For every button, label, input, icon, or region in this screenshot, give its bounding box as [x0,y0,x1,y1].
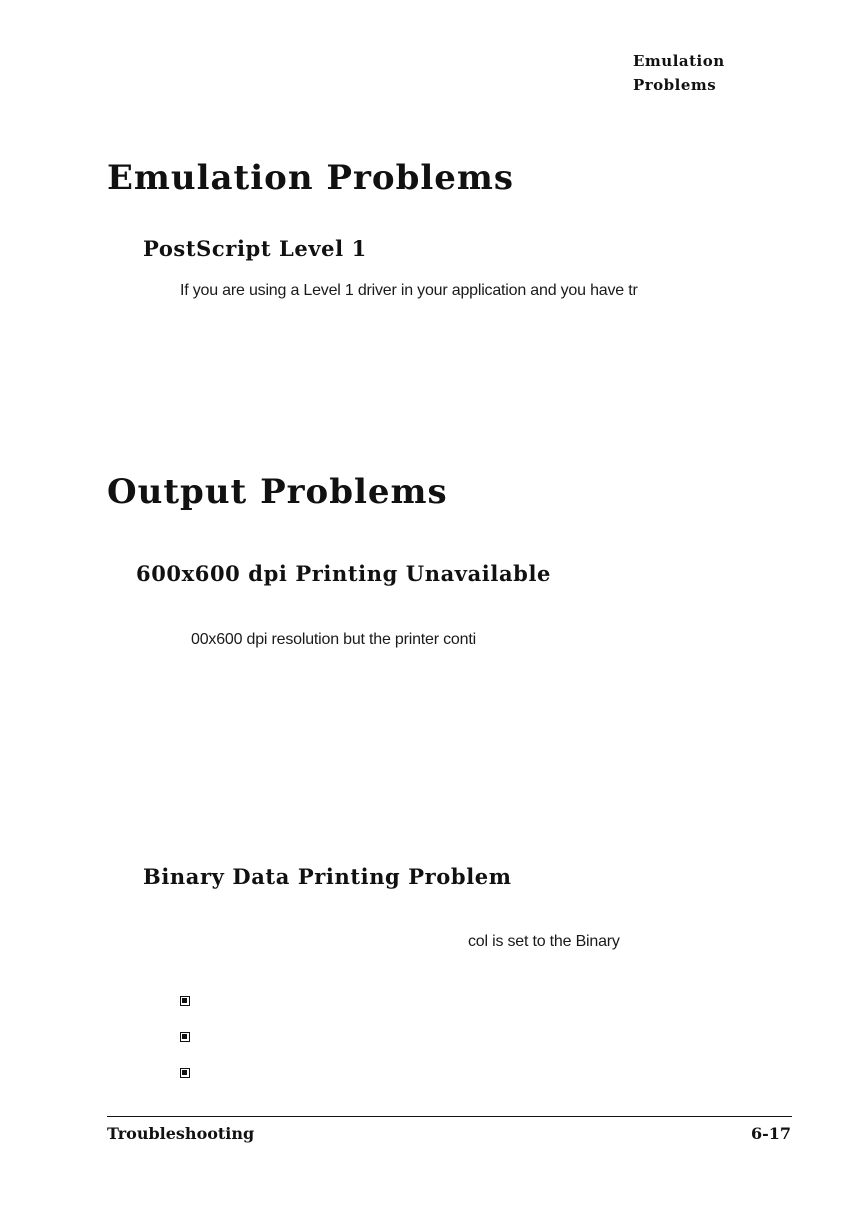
section-title-emulation-problems: Emulation Problems [107,158,515,198]
footer-chapter-title: Troubleshooting [107,1124,255,1143]
footer-rule [107,1116,792,1117]
binary-data-paragraph: col is set to the Binary [468,933,620,950]
postscript-level-1-paragraph: If you are using a Level 1 driver in your application and you have tr [180,282,638,299]
section-title-output-problems: Output Problems [107,472,448,512]
bullet-square-icon [180,1068,190,1078]
running-header-line-2: Problems [633,76,717,94]
footer-page-number: 6-17 [750,1124,791,1143]
bullet-square-icon [180,996,190,1006]
bullet-square-icon [180,1032,190,1042]
600x600-dpi-paragraph: 00x600 dpi resolution but the printer conti [191,631,476,648]
running-header-line-1: Emulation [633,52,725,70]
subsection-title-postscript-level-1: PostScript Level 1 [143,236,367,261]
subsection-title-600x600-dpi: 600x600 dpi Printing Unavailable [136,561,551,586]
subsection-title-binary-data: Binary Data Printing Problem [143,864,512,889]
